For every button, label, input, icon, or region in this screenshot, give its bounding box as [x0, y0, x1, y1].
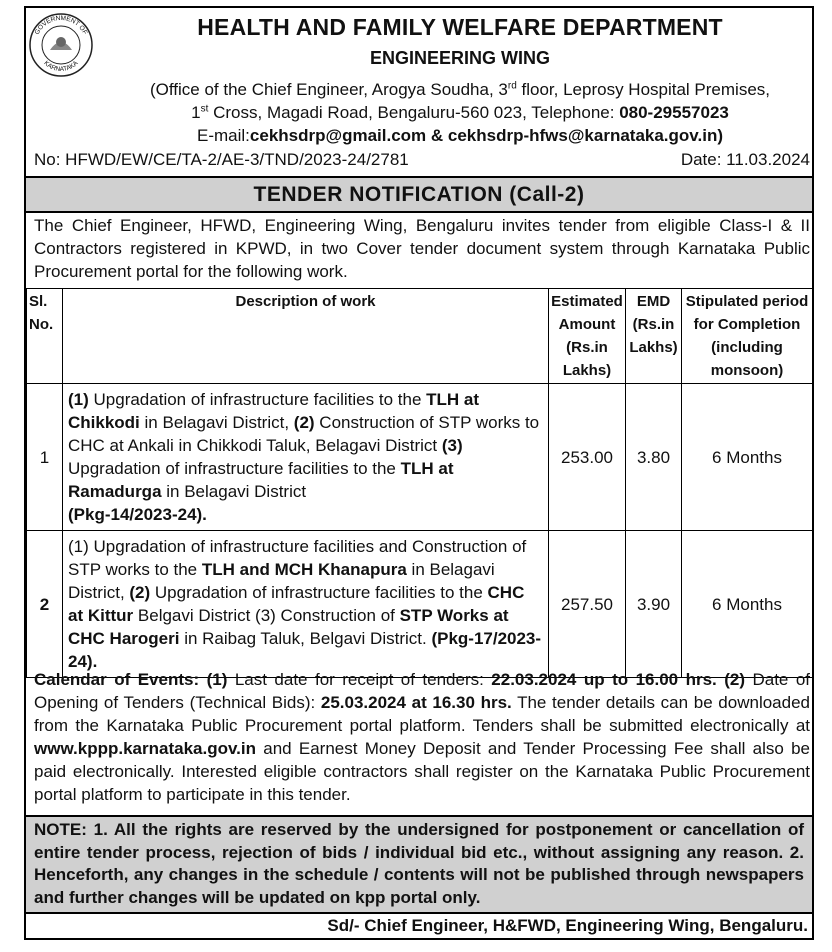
row-description: [63, 531, 549, 678]
email-prefix: E-mail:: [197, 126, 250, 145]
desc-part: Upgradation of infrastructure facilities to the: [88, 390, 427, 409]
svg-text:KARNATAKA: [42, 59, 80, 73]
desc-part: in Belagavi District,: [139, 413, 294, 432]
telephone-number: 080-29557023: [619, 103, 729, 122]
events-text: The tender details can be downloaded from the Karnataka Public Procurement portal platform. Tenders shall be submitted electronically at: [34, 693, 810, 735]
intro-paragraph: The Chief Engineer, HFWD, Engineering Wing, Bengaluru invites tender from eligible Class-I & II Contractors registered in KPWD, in two Cover tender document system through Karnataka Public Procurement portal for the following work.: [34, 216, 810, 281]
col-header-emd: EMD (Rs.in Lakhs): [626, 289, 682, 384]
email-addresses: cekhsdrp@gmail.com & cekhsdrp-hfws@karnataka.gov.in): [249, 126, 723, 145]
desc-part: Upgradation of infrastructure facilities and Construction of STP works to the: [68, 537, 527, 579]
address-line-2-b: Cross, Magadi Road, Bengaluru-560 023, Telephone:: [208, 103, 620, 122]
notice-title: TENDER NOTIFICATION (Call-2): [253, 183, 585, 206]
address-line-1-b: floor, Leprosy Hospital Premises,: [516, 80, 770, 99]
desc-part: (2): [129, 583, 151, 602]
row-description: [63, 384, 549, 531]
desc-part: in Belagavi District,: [68, 560, 495, 602]
events-text: Last date for receipt of tenders:: [227, 670, 492, 689]
col-header-description: Description of work: [63, 289, 549, 384]
desc-part: in Belagavi District: [161, 482, 307, 501]
events-label-2: (2): [716, 670, 746, 689]
row-emd: 3.90: [626, 531, 682, 678]
desc-part: (1): [68, 390, 89, 409]
row-sl: 1: [27, 384, 63, 531]
row-period: 6 Months: [682, 384, 813, 531]
reference-number: No: HFWD/EW/CE/TA-2/AE-3/TND/2023-24/2781: [34, 150, 409, 169]
desc-part: (Pkg-14/2023-24).: [68, 505, 207, 524]
portal-website: www.kppp.karnataka.gov.in: [34, 739, 256, 758]
row-sl: 2: [27, 531, 63, 678]
desc-part: TLH and MCH Khanapura: [201, 560, 407, 579]
title-band: [26, 176, 812, 213]
col-header-amount: Estimated Amount (Rs.in Lakhs): [549, 289, 626, 384]
events-label: Calendar of Events: (1): [34, 670, 228, 689]
col-header-sl: Sl. No.: [27, 289, 63, 384]
table-header-row: [27, 289, 813, 384]
row-amount: 257.50: [549, 531, 626, 678]
events-text: and Earnest Money Deposit and Tender Processing Fee shall also be paid electronically. Interested eligible contractors shall register on the Karnataka Public Procurement portal platform to participate in this tender.: [34, 739, 810, 804]
desc-part: TLH at Chikkodi: [68, 390, 480, 432]
seal-text-bottom: KARNATAKA: [42, 59, 80, 74]
karnataka-seal-icon: [28, 12, 94, 78]
seal-text-top: GOVERNMENT OF: [33, 14, 89, 36]
desc-part: Construction of STP works to CHC at Ankali in Chikkodi Taluk, Belagavi District: [68, 413, 540, 455]
table-row: [27, 531, 813, 678]
address-line-2: [100, 101, 820, 124]
works-table: [26, 288, 813, 678]
row-amount: 253.00: [549, 384, 626, 531]
address-line-1-a: (Office of the Chief Engineer, Arogya Soudha, 3: [150, 80, 508, 99]
desc-part: Belgavi District (3) Construction of: [133, 606, 400, 625]
address-line-1-sup: rd: [507, 80, 517, 92]
office-address: [100, 78, 820, 147]
opening-date: 25.03.2024 at 16.30 hrs.: [320, 693, 512, 712]
desc-part: in Raibag Taluk, Belgavi District.: [179, 629, 432, 648]
row-period: 6 Months: [682, 531, 813, 678]
desc-part: (2): [293, 413, 315, 432]
address-line-1: [100, 78, 820, 101]
address-line-2-a: 1: [191, 103, 201, 122]
reference-row: [34, 150, 810, 170]
desc-part: (Pkg-17/2023-24).: [68, 629, 542, 671]
note-text: NOTE: 1. All the rights are reserved by the undersigned for postponement or cancellation of entire tender process, rejection of bids / individual bid etc., without assigning any reason. 2. Henceforth, any changes in the schedule / contents will not be published through newspapers and further changes will be updated on kpp portal only.: [34, 820, 804, 907]
calendar-of-events: [34, 668, 810, 806]
desc-part: (1): [68, 537, 89, 556]
desc-part: Upgradation of infrastructure facilities to the: [150, 583, 488, 602]
svg-text:GOVERNMENT OF: [34, 15, 89, 36]
last-date: 22.03.2024 up to 16.00 hrs.: [491, 670, 717, 689]
desc-part: STP Works at CHC Harogeri: [68, 606, 509, 648]
wing-title: ENGINEERING WING: [369, 48, 550, 68]
notice-date: Date: 11.03.2024: [680, 150, 810, 169]
desc-part: (3): [441, 436, 463, 455]
events-text: Date of Opening of Tenders (Technical Bids):: [34, 670, 811, 712]
email-line: [100, 124, 820, 147]
table-row: [27, 384, 813, 531]
desc-part: Upgradation of infrastructure facilities to the: [68, 459, 401, 478]
department-title: HEALTH AND FAMILY WELFARE DEPARTMENT: [197, 14, 723, 40]
row-emd: 3.80: [626, 384, 682, 531]
note-band: [26, 815, 812, 914]
desc-part: TLH at Ramadurga: [68, 459, 454, 501]
signature-line: Sd/- Chief Engineer, H&FWD, Engineering Wing, Bengaluru.: [327, 916, 808, 935]
col-header-period: Stipulated period for Completion (including monsoon): [682, 289, 813, 384]
address-line-2-sup: st: [200, 103, 209, 115]
desc-part: CHC at Kittur: [68, 583, 525, 625]
